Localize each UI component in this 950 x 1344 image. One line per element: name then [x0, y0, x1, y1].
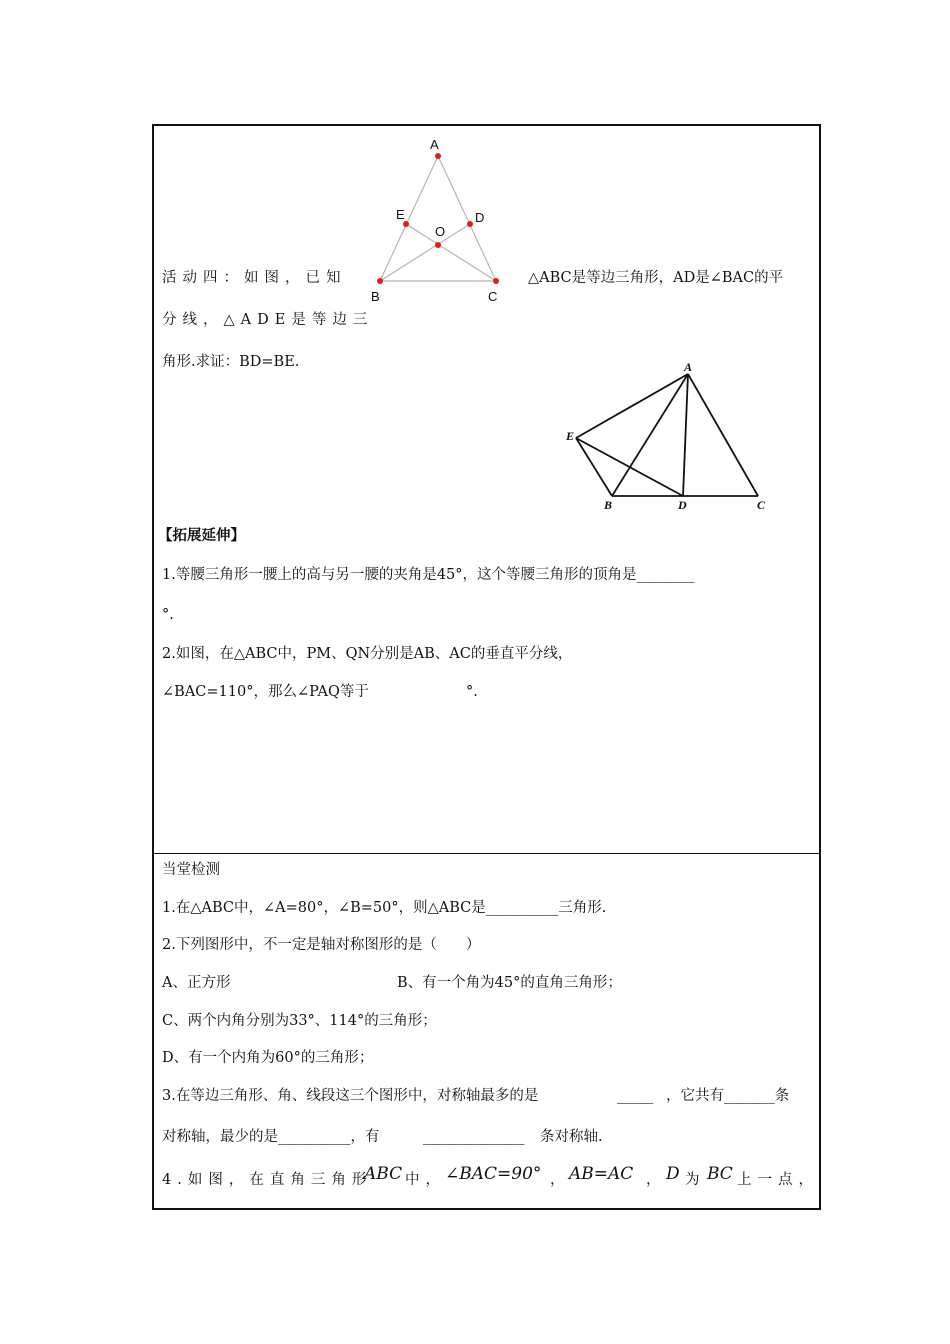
extension-heading: 【拓展延伸】 — [158, 527, 245, 544]
check-q3-line1-blank: _____ — [617, 1088, 654, 1104]
check-q4-math-angle: ∠BAC=90° — [445, 1164, 542, 1184]
check-q4-math-bc: BC — [707, 1164, 733, 1184]
label-a: A — [430, 137, 439, 152]
extension-q2-line2-a: ∠BAC=110°，那么∠PAQ等于 — [162, 684, 369, 700]
check-q3-line2-b: 条对称轴. — [540, 1129, 603, 1145]
check-q4-math-abc: ABC — [364, 1164, 403, 1184]
proof-label-a: A — [684, 360, 693, 374]
label-e: E — [396, 207, 405, 222]
point-c — [493, 278, 499, 284]
extension-q2-line1: 2.如图，在△ABC中，PM、QN分别是AB、AC的垂直平分线， — [162, 646, 573, 662]
activity4-line1-right: △ABC是等边三角形，AD是∠BAC的平 — [528, 270, 784, 286]
extension-q1-line1: 1.等腰三角形一腰上的高与另一腰的夹角是45°，这个等腰三角形的顶角是________ — [162, 567, 695, 583]
proof-label-b: B — [604, 498, 613, 512]
label-c: C — [488, 289, 498, 304]
label-b: B — [371, 289, 380, 304]
check-q1: 1.在△ABC中，∠A=80°，∠B=50°，则△ABC是__________三角形. — [162, 900, 607, 916]
proof-label-e: E — [566, 429, 575, 443]
check-q4-text5: 上一点， — [737, 1172, 819, 1188]
section-divider — [152, 853, 821, 854]
check-q3-line2-blank: ______________ — [423, 1129, 525, 1145]
check-q4-text1: 中， — [405, 1172, 446, 1188]
point-o — [435, 242, 441, 248]
check-q4-math-d: D — [666, 1164, 680, 1184]
activity4-line1-left: 活动四：如图，已知 — [162, 270, 347, 286]
check-q2-option-d: D、有一个内角为60°的三角形； — [162, 1050, 374, 1066]
extension-q2-line2-b: °. — [466, 684, 478, 700]
check-q3-line2-a: 对称轴，最少的是__________，有 — [162, 1129, 380, 1145]
check-q3-line1-a: 3.在等边三角形、角、线段这三个图形中，对称轴最多的是 — [162, 1088, 539, 1104]
proof-lines — [576, 374, 758, 496]
point-a — [435, 153, 441, 159]
check-q3-line1-b: ，它共有_______条 — [666, 1088, 790, 1104]
check-q4-text3: ， — [646, 1172, 661, 1188]
figure-equilateral-triangle — [360, 132, 520, 310]
check-heading: 当堂检测 — [162, 862, 220, 878]
check-q4-math-ab-ac: AB=AC — [569, 1164, 634, 1184]
check-q2-option-b: B、有一个角为45°的直角三角形； — [397, 975, 622, 991]
proof-label-c: C — [757, 498, 766, 512]
check-q2-option-a: A、正方形 — [162, 975, 231, 991]
point-b — [377, 278, 383, 284]
check-q2-option-c: C、两个内角分别为33°、114°的三角形； — [162, 1013, 437, 1029]
proof-label-d: D — [678, 498, 687, 512]
label-o: O — [435, 224, 446, 239]
figure-proof-diagram — [560, 358, 775, 516]
activity4-line2: 分线，△ADE是等边三 — [162, 312, 374, 328]
point-d — [467, 221, 473, 227]
extension-q1-line2: °. — [162, 607, 174, 623]
activity4-line3: 角形.求证：BD=BE. — [162, 354, 300, 370]
check-q4-prefix: 4.如图，在直角三角形 — [162, 1172, 373, 1188]
check-q4-text2: ， — [550, 1172, 565, 1188]
check-q2: 2.下列图形中，不一定是轴对称图形的是（ ） — [162, 937, 481, 953]
check-q4-text4: 为 — [685, 1172, 700, 1188]
label-d: D — [475, 210, 485, 225]
